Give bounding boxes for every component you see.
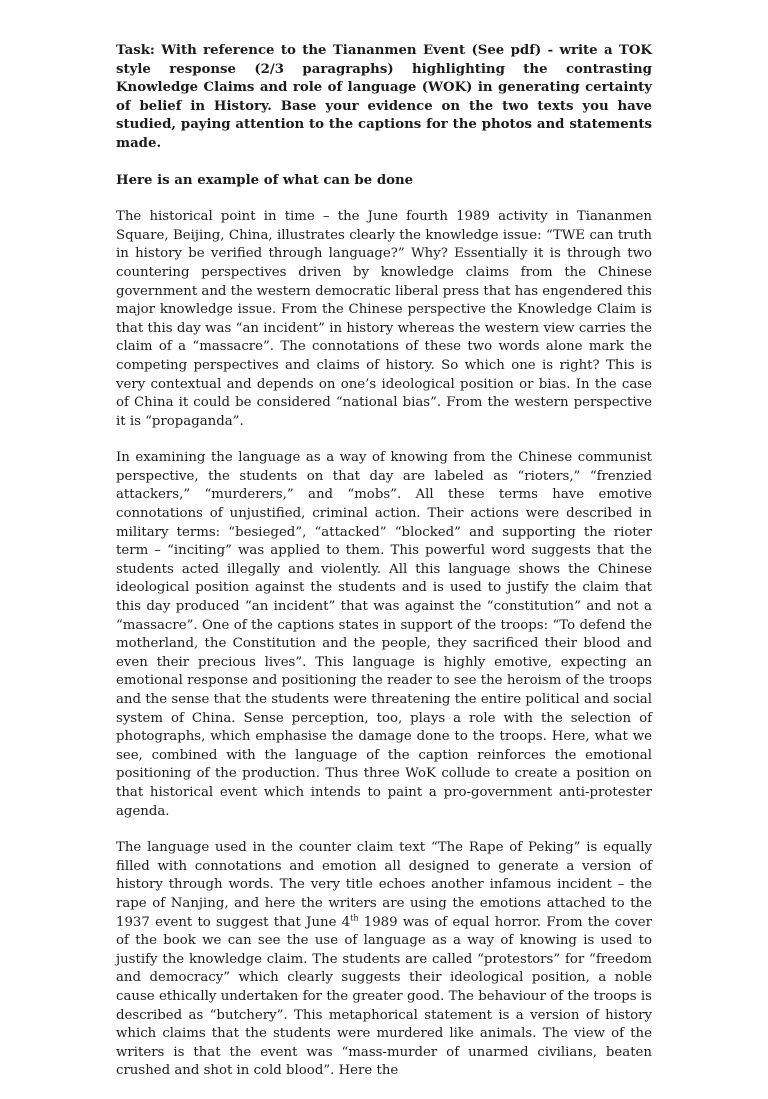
example-heading: Here is an example of what can be done (116, 172, 414, 188)
task-label: Task: (116, 43, 155, 58)
ordinal-superscript: th (350, 913, 359, 923)
document-page (116, 42, 652, 1099)
paragraph-3-part-1: The language used in the counter claim text “The Rape of Peking” is equally filled with connotations and emotion all designed to generate a version of history through words. The very title echoes another infamous incident – the rape of Nanjing, and here the writers are using the emotions attached to the 1937 event to suggest that June 4 (116, 840, 652, 930)
task-paragraph (116, 42, 652, 154)
body-paragraph-2: In examining the language as a way of knowing from the Chinese communist perspective, the students on that day are labeled as “rioters,” “frenzied attackers,” “murderers,” and “mobs”. All these terms have emotive connotations of unjustified, criminal action. Their actions were described in military terms: “besieged”, “attacked” “blocked” and supporting the rioter term – “inciting” was applied to them. This powerful word suggests that the students acted illegally and violently. All this language shows the Chinese ideological position against the students and is used to justify the claim that this day produced “an incident” that was against the “constitution” and not a “massacre”. One of the captions states in support of the troops: “To defend the motherland, the Constitution and the people, they sacrificed their blood and even their precious lives”. This language is highly emotive, expecting an emotional response and positioning the reader to see the heroism of the troops and the sense that the students were threatening the entire political and social system of China. Sense perception, too, plays a role with the selection of photographs, which emphasise the damage done to the troops. Here, what we see, combined with the language of the caption reinforces the emotional positioning of the production. Thus three WoK collude to create a position on that historical event which intends to paint a pro-government anti-protester agenda. (116, 450, 652, 819)
body-paragraph-1: The historical point in time – the June fourth 1989 activity in Tiananmen Square, Beijing, China, illustrates clearly the knowledge issue: “TWE can truth in history be verified through language?” Why? Essentially it is through two countering perspectives driven by knowledge claims from the Chinese government and the western democratic liberal press that has engendered this major knowledge issue. From the Chinese perspective the Knowledge Claim is that this day was “an incident” in history whereas the western view carries the claim of a “massacre”. The connotations of these two words alone mark the competing perspectives and claims of history. So which one is right? This is very contextual and depends on one’s ideological position or bias. In the case of China it could be considered “national bias”. From the western perspective it is “propaganda”. (116, 209, 653, 429)
paragraph-3-part-2: 1989 was of equal horror. From the cover of the book we can see the use of language as a way of knowing is used to justify the knowledge claim. The students are called “protestors” for “freedom and democracy” which clearly suggests their ideological position, a noble cause ethically undertaken for the greater good. The behaviour of the troops is described as “butchery”. This metaphorical statement is a version of history which claims that the students were murdered like animals. The view of the writers is that the event was “mass-murder of unarmed civilians, beaten crushed and shot in cold blood”. Here the (116, 914, 652, 1079)
task-text: With reference to the Tiananmen Event (See pdf) - write a TOK style response (2/3 paragraphs) highlighting the contrasting Knowledge Claims and role of language (WOK) in generating certainty of belief in History. Base your evidence on the two texts you have studied, paying attention to the captions for the photos and statements made. (116, 43, 652, 151)
body-paragraph-3 (116, 839, 652, 1081)
